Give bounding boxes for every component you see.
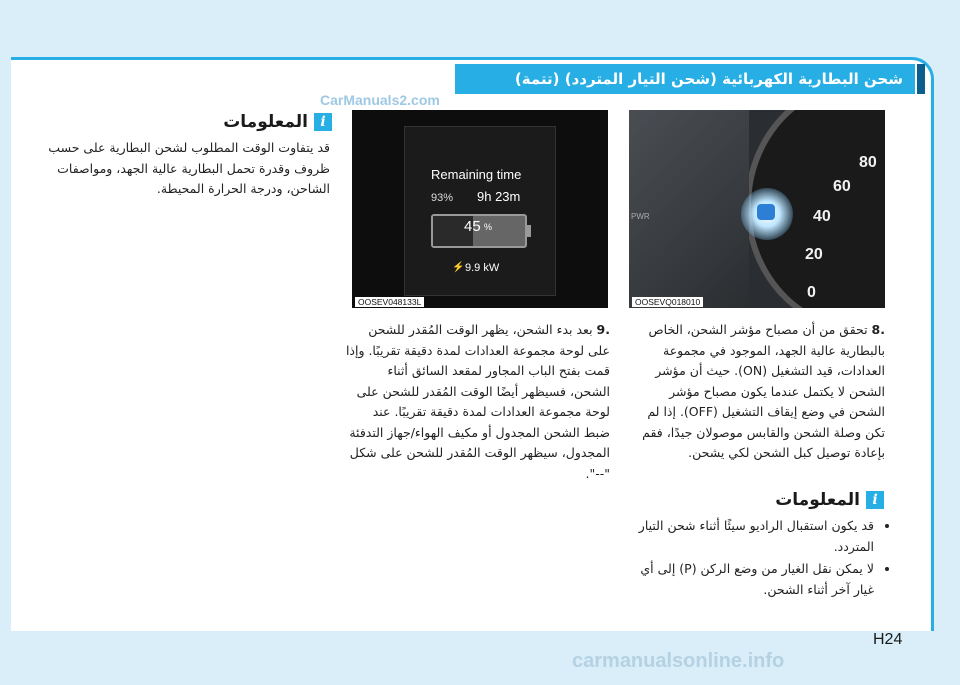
- right-info-heading: i المعلومات: [775, 490, 884, 510]
- speed-label-0: 0: [807, 284, 816, 301]
- right-bullets: [633, 516, 888, 602]
- image-code-left: OOSEV048133L: [355, 297, 424, 307]
- page-number: H24: [873, 631, 903, 648]
- battery-percent: 93%: [431, 192, 454, 204]
- left-info-heading: i المعلومات: [223, 112, 332, 132]
- speed-label-60: 60: [833, 178, 851, 195]
- speed-label-80: 80: [859, 154, 877, 171]
- bullet-item: • قد يكون استقبال الراديو سيئًا أثناء شحن التيار المتردد.: [633, 516, 874, 557]
- dashboard-trim: [629, 110, 749, 308]
- step-8: .8 تحقق من أن مصباح مؤشر الشحن، الخاص بالبطارية عالية الجهد، الموجود في مجموعة العدادات، قيد التشغيل (ON). حيث أن مؤشر الشحن لا يكتمل عندما يكون مصباح مؤشر الشحن في وضع إيقاف التشغيل (OFF). إذا لم تكن وصلة الشحن والقابس موصولان جيدًا، فقم بإعادة توصيل كبل الشحن لكي يشحن.: [642, 322, 885, 460]
- power-label: PWR: [631, 212, 650, 221]
- remaining-time-image: [352, 110, 608, 308]
- watermark-bottom: carmanualsonline.info: [572, 650, 785, 672]
- charge-indicator-icon: [757, 204, 775, 220]
- speed-label-40: 40: [813, 208, 831, 225]
- gauge-value: 45: [464, 218, 481, 235]
- cluster-image: [629, 110, 885, 308]
- bullet-item: • لا يمكن نقل الغيار من وضع الركن (P) إلى أي غيار آخر أثناء الشحن.: [633, 559, 874, 600]
- charging-power: 9.9 kW: [465, 262, 500, 274]
- watermark-top: CarManuals2.com: [320, 92, 440, 108]
- remaining-time-value: 9h 23m: [477, 189, 521, 204]
- lightning-icon: ⚡: [452, 262, 465, 273]
- left-info-text: قد يتفاوت الوقت المطلوب لشحن البطارية على حسب ظروف وقدرة تحمل البطارية عالية الجهد، ومواصفات الشاحن، ودرجة الحرارة المحيطة.: [48, 140, 330, 196]
- speed-label-20: 20: [805, 246, 823, 263]
- step-9: .9 بعد بدء الشحن، يظهر الوقت المُقدر للشحن على لوحة مجموعة العدادات لمدة دقيقة تقريبًا. وإذا قمت بفتح الباب المجاور لمقعد السائق أثناء الشحن، فسيظهر أيضًا الوقت المُقدر للشحن على لوحة مجموعة العدادات لمدة دقيقة تقريبًا. عند ضبط الشحن المجدول أو مكيف الهواء/جهاز التدفئة المجدول، سيظهر الوقت المُقدر للشحن على شكل "--".: [345, 322, 610, 481]
- info-icon: i: [866, 491, 884, 509]
- remaining-time-label: Remaining time: [431, 167, 522, 182]
- image-code-right: OOSEVQ018010: [632, 297, 703, 307]
- gauge-unit: %: [484, 222, 493, 232]
- info-icon: i: [314, 113, 332, 131]
- section-title: شحن البطارية الكهربائية (شحن التيار المتردد) (تتمة): [455, 64, 915, 94]
